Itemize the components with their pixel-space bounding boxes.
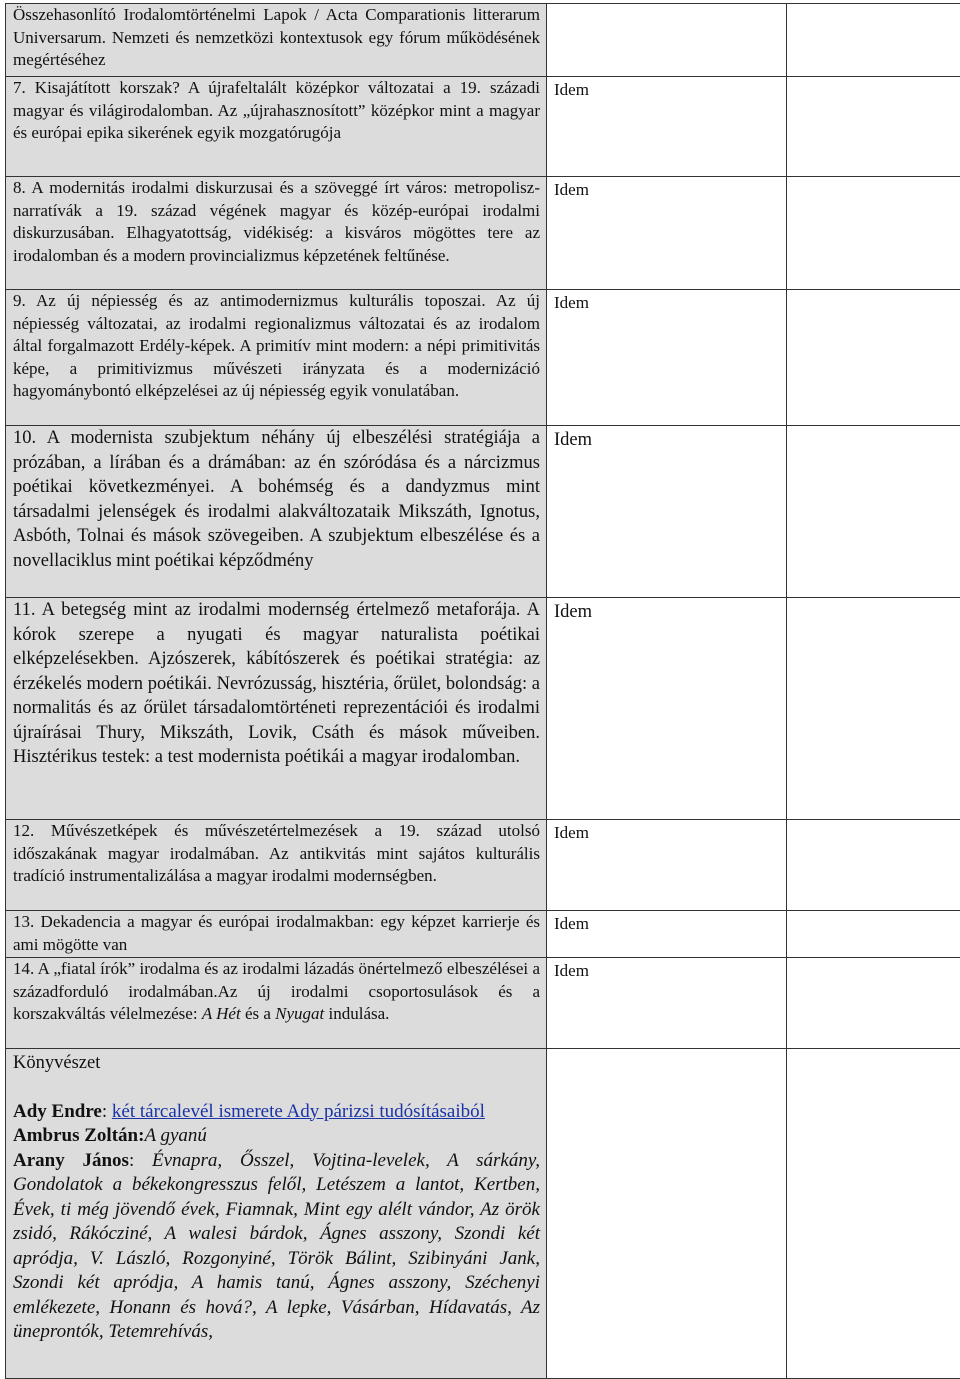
row-text: 11. A betegség mint az irodalmi modernség értelmező metaforája. A kórok szerepe a nyugati és magyar naturalista poétikai elképzelésekben. Ajzószerek, kábítószerek és poétikai stratégia: az érzékelés modern poétikái. Nevrózusság, hisztéria, őrület, bolondság: a normalitás és az őrület társadalomtörténeti reprezentációi és irodalmi újraírásai Thury, Mikszáth, Lovik, Csáth és mások műveiben. Hisztérikus testek: a test modernista poétikái a magyar irodalomban. xyxy=(13,600,540,767)
author-name: Ady Endre xyxy=(13,1101,102,1122)
row-col3 xyxy=(787,4,960,77)
row-col2 xyxy=(547,290,787,426)
row-text-8 xyxy=(6,177,547,290)
row-col3 xyxy=(787,958,960,1049)
row-text: indulása. xyxy=(324,1004,389,1023)
row-col2 xyxy=(547,77,787,177)
row-text-7 xyxy=(6,77,547,177)
row-text: 7. Kisajátított korszak? A újrafeltalált középkor változatai a 19. századi magyar és világirodalomban. Az „újrahasznosított” középkor mint a magyar és európai epika sikerének egyik mozgatórugója xyxy=(13,78,540,142)
bib-entry-arany xyxy=(13,1149,540,1345)
row-col2 xyxy=(547,911,787,958)
row-col2 xyxy=(547,958,787,1049)
row-text: 8. A modernitás irodalmi diskurzusai és a szöveggé írt város: metropolisz-narratívák a 19. század végének magyar és közép-európai irodalmi diskurzusában. Elhagyatottság, vidékiség: a kisváros mögöttes tere az irodalomban és a modern provincializmus képzetének feltűnése. xyxy=(13,178,540,265)
bib-entry-ady xyxy=(13,1100,540,1125)
bibliography-cell xyxy=(6,1049,547,1379)
idem-label: Idem xyxy=(554,290,780,315)
row-col2 xyxy=(547,598,787,820)
row-text: 10. A modernista szubjektum néhány új elbeszélési stratégiája a prózában, a lírában és a drámában: az én szóródása és a nárcizmus poétikai következményei. A bohémség és a dandyzmus mint társadalmi jelenségek és irodalmi alakváltozataik Mikszáth, Ignotus, Asbóth, Tolnai és mások szövegeiben. A szubjektum elbeszélése és a novellaciklus mint poétikai képződmény xyxy=(13,428,540,571)
journal-title: Nyugat xyxy=(275,1004,324,1023)
row-text: 9. Az új népiesség és az antimodernizmus kulturális toposzai. Az új népiesség változatai, az irodalmi regionalizmus változatai és az irodalom által forgalmazott Erdély-képek. A primitív mint modern: a népi primitivitás képe, a primitivizmus művészeti irányzata és a modernizáció hagyománybontó elképzelései az új népiesség egyik vonulatában. xyxy=(13,291,540,400)
bibliography xyxy=(13,1100,540,1345)
section-heading: Könyvészet xyxy=(13,1049,540,1076)
row-col2-text xyxy=(554,4,780,6)
idem-label: Idem xyxy=(554,911,780,936)
author-name: Ambrus Zoltán: xyxy=(13,1125,144,1146)
row-text-14 xyxy=(6,958,547,1049)
table-row xyxy=(6,598,960,820)
row-text: és a xyxy=(241,1004,275,1023)
row-text-10 xyxy=(6,426,547,598)
row-col3 xyxy=(787,290,960,426)
separator: : xyxy=(102,1101,112,1122)
journal-title: A Hét xyxy=(202,1004,241,1023)
row-col2 xyxy=(547,1049,787,1379)
row-col3 xyxy=(787,77,960,177)
separator: : xyxy=(129,1150,152,1171)
ady-link[interactable]: két tárcalevél ismerete Ady párizsi tudósításaiból xyxy=(112,1101,485,1122)
row-col3 xyxy=(787,820,960,911)
bib-entry-ambrus xyxy=(13,1124,540,1149)
idem-label: Idem xyxy=(554,820,780,845)
row-text-9 xyxy=(6,290,547,426)
idem-label: Idem xyxy=(554,77,780,102)
row-col3 xyxy=(787,177,960,290)
document-table xyxy=(5,3,960,1379)
row-col3 xyxy=(787,1049,960,1379)
row-text: 13. Dekadencia a magyar és európai irodalmakban: egy képzet karrierje és ami mögötte van xyxy=(13,912,540,954)
table-row xyxy=(6,177,960,290)
table-row xyxy=(6,290,960,426)
idem-label: Idem xyxy=(554,958,780,983)
table-row xyxy=(6,77,960,177)
row-col3 xyxy=(787,911,960,958)
row-col2 xyxy=(547,4,787,77)
row-text-11 xyxy=(6,598,547,820)
table-row xyxy=(6,426,960,598)
row-text: 14. A „fiatal írók” irodalma és az irodalmi lázadás önértelmező elbeszélései a századforduló irodalmában.Az új irodalmi csoportosulások és a korszakváltás vélelmezése: xyxy=(13,959,540,1023)
table-row xyxy=(6,4,960,77)
work-title: A gyanú xyxy=(144,1125,206,1146)
row-text-12 xyxy=(6,820,547,911)
work-titles: Évnapra, Ősszel, Vojtina-levelek, A sárkány, Gondolatok a békekongresszus felől, Letészem a lantot, Kertben, Évek, ti még jövendő évek, Fiamnak, Mint egy alélt vándor, Az örök zsidó, Rákócziné, A walesi bárdok, Ágnes asszony, Szondi két apródja, V. László, Rozgonyiné, Török Bálint, Szibinyáni Jank, Szondi két apródja, A hamis tanú, Ágnes asszony, Széchenyi emlékezete, Honann és hová?, A lepke, Vásárban, Hídavatás, Az üneprontók, Tetemrehívás, xyxy=(13,1150,540,1343)
row-text-13 xyxy=(6,911,547,958)
idem-label: Idem xyxy=(554,598,780,625)
row-col2 xyxy=(547,820,787,911)
table-row xyxy=(6,958,960,1049)
row-col2 xyxy=(547,177,787,290)
idem-label: Idem xyxy=(554,177,780,202)
author-name: Arany János xyxy=(13,1150,129,1171)
row-text: 12. Művészetképek és művészetértelmezések a 19. század utolsó időszakának magyar irodalmában. Az antikvitás mint sajátos kulturális tradíció instrumentalizálása a magyar irodalmi modernségben. xyxy=(13,821,540,885)
row-text: Összehasonlító Irodalomtörténelmi Lapok / Acta Comparationis litterarum Universarum. Nemzeti és nemzetközi kontextusok egy fórum működésének megértéséhez xyxy=(13,5,540,69)
row-col3 xyxy=(787,426,960,598)
idem-label: Idem xyxy=(554,426,780,453)
row-col3 xyxy=(787,598,960,820)
table-row xyxy=(6,911,960,958)
row-col2 xyxy=(547,426,787,598)
table-row xyxy=(6,820,960,911)
row-text-header xyxy=(6,4,547,77)
table-row xyxy=(6,1049,960,1379)
